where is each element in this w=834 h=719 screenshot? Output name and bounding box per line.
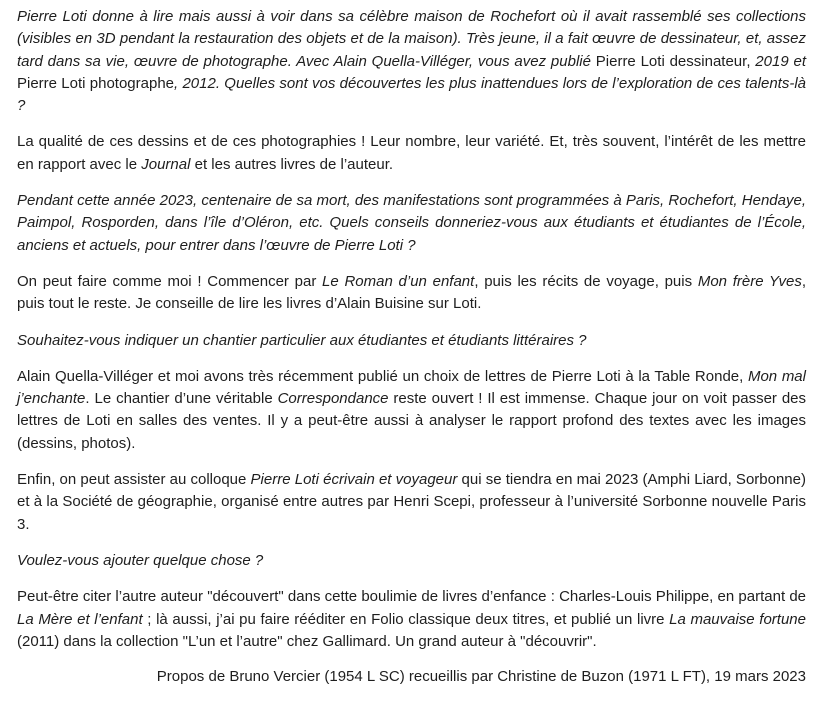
roman-enfant-title: Le Roman d’un enfant bbox=[322, 272, 475, 290]
answer-4 bbox=[17, 469, 806, 536]
answer-1-text-a: La qualité de ces dessins et de ces photographies ! Leur nombre, leur variété. Et, très souvent, l’intérêt de les mettre en rapport avec le bbox=[17, 133, 806, 173]
answer-2-text-b: , puis les récits de voyage, puis bbox=[474, 272, 698, 290]
question-2: Pendant cette année 2023, centenaire de sa mort, des manifestations sont programmées à Paris, Rochefort, Hendaye, Paimpol, Rosporden, dans l’île d’Oléron, etc. Quels conseils donneriez-vous aux étudiants et étudiantes de l’École, anciens et actuels, pour entrer dans l’œuvre de Pierre Loti ? bbox=[17, 192, 806, 254]
question-3: Souhaitez-vous indiquer un chantier particulier aux étudiantes et étudiants littéraires ? bbox=[17, 331, 587, 349]
book-title-photographe: Pierre Loti photographe bbox=[17, 74, 175, 92]
answer-5-text-c: (2011) dans la collection "L’un et l’autre" chez Gallimard. Un grand auteur à "découvrir". bbox=[17, 632, 597, 650]
interview-credit: Propos de Bruno Vercier (1954 L SC) recueillis par Christine de Buzon (1971 L FT), 19 mars 2023 bbox=[156, 668, 806, 686]
answer-2-text-a: On peut faire comme moi ! Commencer par bbox=[17, 272, 323, 290]
mon-frere-yves-title: Mon frère Yves bbox=[697, 272, 802, 290]
answer-5-text-a: Peut-être citer l’autre auteur "découvert" dans cette boulimie de livres d’enfance : Charles-Louis Philippe, en partant de bbox=[17, 588, 806, 606]
answer-3-text-c: reste ouvert ! Il est immense. Chaque jour on voit passer des lettres de Loti en salles des ventes. Il y a peut-être aussi à analyser le rapport profond des textes avec les images (dessins, photos). bbox=[17, 390, 807, 452]
question-1 bbox=[17, 6, 806, 117]
question-1-text-a: Pierre Loti donne à lire mais aussi à voir dans sa célèbre maison de Rochefort où il avait rassemblé ses collections (visibles en 3D pendant la restauration des objets et de la maison). Très jeune, il a fait œuvre de dessinateur, et, assez tard dans sa vie, œuvre de photographe. Avec Alain Quella-Villéger, vous avez publié bbox=[17, 8, 806, 70]
mauvaise-fortune-title: La mauvaise fortune bbox=[669, 610, 806, 628]
question-1-text-b: 2019 et bbox=[750, 52, 806, 70]
question-4: Voulez-vous ajouter quelque chose ? bbox=[17, 551, 264, 569]
answer-5 bbox=[17, 586, 806, 653]
answer-2 bbox=[17, 271, 806, 316]
colloque-title: Pierre Loti écrivain et voyageur bbox=[250, 471, 458, 489]
mere-enfant-title: La Mère et l’enfant bbox=[17, 610, 143, 628]
answer-4-text-a: Enfin, on peut assister au colloque bbox=[17, 471, 251, 489]
answer-5-text-b: ; là aussi, j’ai pu faire rééditer en Folio classique deux titres, et publié un livre bbox=[142, 610, 670, 628]
answer-1 bbox=[17, 131, 806, 176]
answer-4-text-b: qui se tiendra en mai 2023 (Amphi Liard, Sorbonne) et à la Société de géographie, organisé entre autres par Henri Scepi, professeur à l’université Sorbonne nouvelle Paris 3. bbox=[17, 471, 806, 533]
answer-1-text-b: et les autres livres de l’auteur. bbox=[190, 155, 394, 173]
answer-3-text-b: . Le chantier d’une véritable bbox=[85, 390, 278, 408]
answer-3-text-a: Alain Quella-Villéger et moi avons très récemment publié un choix de lettres de Pierre Loti à la Table Ronde, bbox=[17, 367, 748, 385]
book-title-dessinateur: Pierre Loti dessinateur, bbox=[595, 52, 751, 70]
journal-title: Journal bbox=[141, 155, 191, 173]
mon-mal-title: Mon mal j’enchante bbox=[17, 367, 806, 408]
answer-2-text-c: , puis tout le reste. Je conseille de lire les livres d’Alain Buisine sur Loti. bbox=[17, 272, 806, 313]
question-1-text-c: , 2012. Quelles sont vos découvertes les plus inattendues lors de l’exploration de ces talents-là ? bbox=[17, 74, 806, 115]
answer-3 bbox=[17, 366, 806, 455]
correspondance-title: Correspondance bbox=[277, 390, 389, 408]
